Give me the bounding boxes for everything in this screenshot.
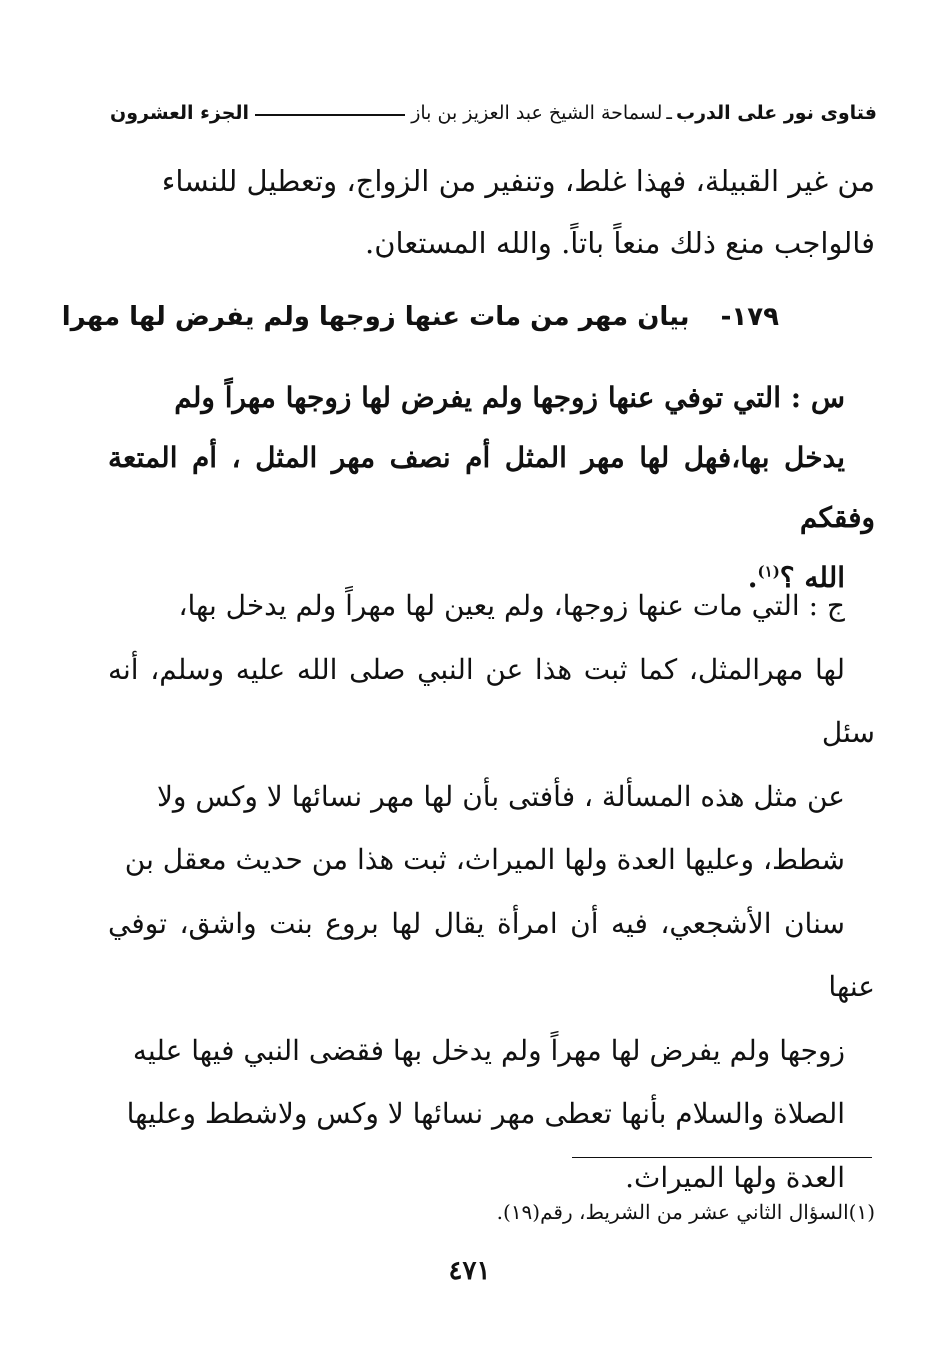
footnote-reference: (١) bbox=[757, 562, 780, 581]
text-line: شطط، وعليها العدة ولها الميراث، ثبت هذا من حديث معقل بن bbox=[124, 843, 845, 876]
author-name: لسماحة الشيخ عبد العزيز بن باز bbox=[411, 102, 663, 124]
section-title: بيان مهر من مات عنها زوجها ولم يفرض لها مهرا bbox=[61, 302, 690, 332]
page-number: ٤٧١ bbox=[448, 1256, 491, 1286]
text-line: يدخل بها،فهل لها مهر المثل أم نصف مهر المثل ، أم المتعة وفقكم bbox=[108, 441, 875, 534]
question-last-words: الله ؟ bbox=[779, 561, 845, 594]
text-line: زوجها ولم يفرض لها مهراً ولم يدخل بها فقضى النبي فيها عليه bbox=[132, 1033, 845, 1067]
text-line: فالواجب منع ذلك منعاً باتاً. والله المستعان. bbox=[364, 226, 875, 260]
text-line: ج : التي مات عنها زوجها، ولم يعين لها مهراً ولم يدخل بها، bbox=[178, 589, 845, 622]
text-line: س : التي توفي عنها زوجها ولم يفرض لها زوجها مهراً ولم bbox=[174, 381, 845, 414]
question-paragraph bbox=[108, 368, 875, 608]
answer-paragraph bbox=[108, 574, 875, 1209]
text-line: من غير القبيلة، فهذا غلط، وتنفير من الزواج، وتعطيل للنساء bbox=[161, 164, 875, 198]
continuation-paragraph bbox=[108, 150, 875, 274]
text-line: عن مثل هذه المسألة ، فأفتى بأن لها مهر نسائها لا وكس ولا bbox=[156, 779, 845, 813]
text-line: الصلاة والسلام بأنها تعطى مهر نسائها لا وكس ولاشطط وعليها bbox=[126, 1097, 845, 1130]
section-number: ١٧٩- bbox=[720, 302, 779, 332]
footnote: (١)السؤال الثاني عشر من الشريط، رقم(١٩). bbox=[496, 1200, 875, 1224]
part-label: الجزء العشرون bbox=[110, 102, 250, 124]
header-separator: ـ bbox=[666, 102, 672, 124]
running-header bbox=[110, 96, 877, 130]
text-line: لها مهرالمثل، كما ثبت هذا عن النبي صلى الله عليه وسلم، أنه سئل bbox=[108, 652, 875, 749]
text-line: سنان الأشجعي، فيه أن امرأة يقال لها بروع بنت واشق، توفي عنها bbox=[108, 906, 875, 1003]
question-end-mark: . bbox=[747, 561, 758, 594]
header-rule bbox=[255, 114, 405, 116]
text-line: العدة ولها الميراث. bbox=[625, 1160, 845, 1194]
footnote-divider bbox=[572, 1157, 872, 1158]
book-title: فتاوى نور على الدرب bbox=[676, 102, 877, 124]
section-heading bbox=[61, 292, 779, 342]
